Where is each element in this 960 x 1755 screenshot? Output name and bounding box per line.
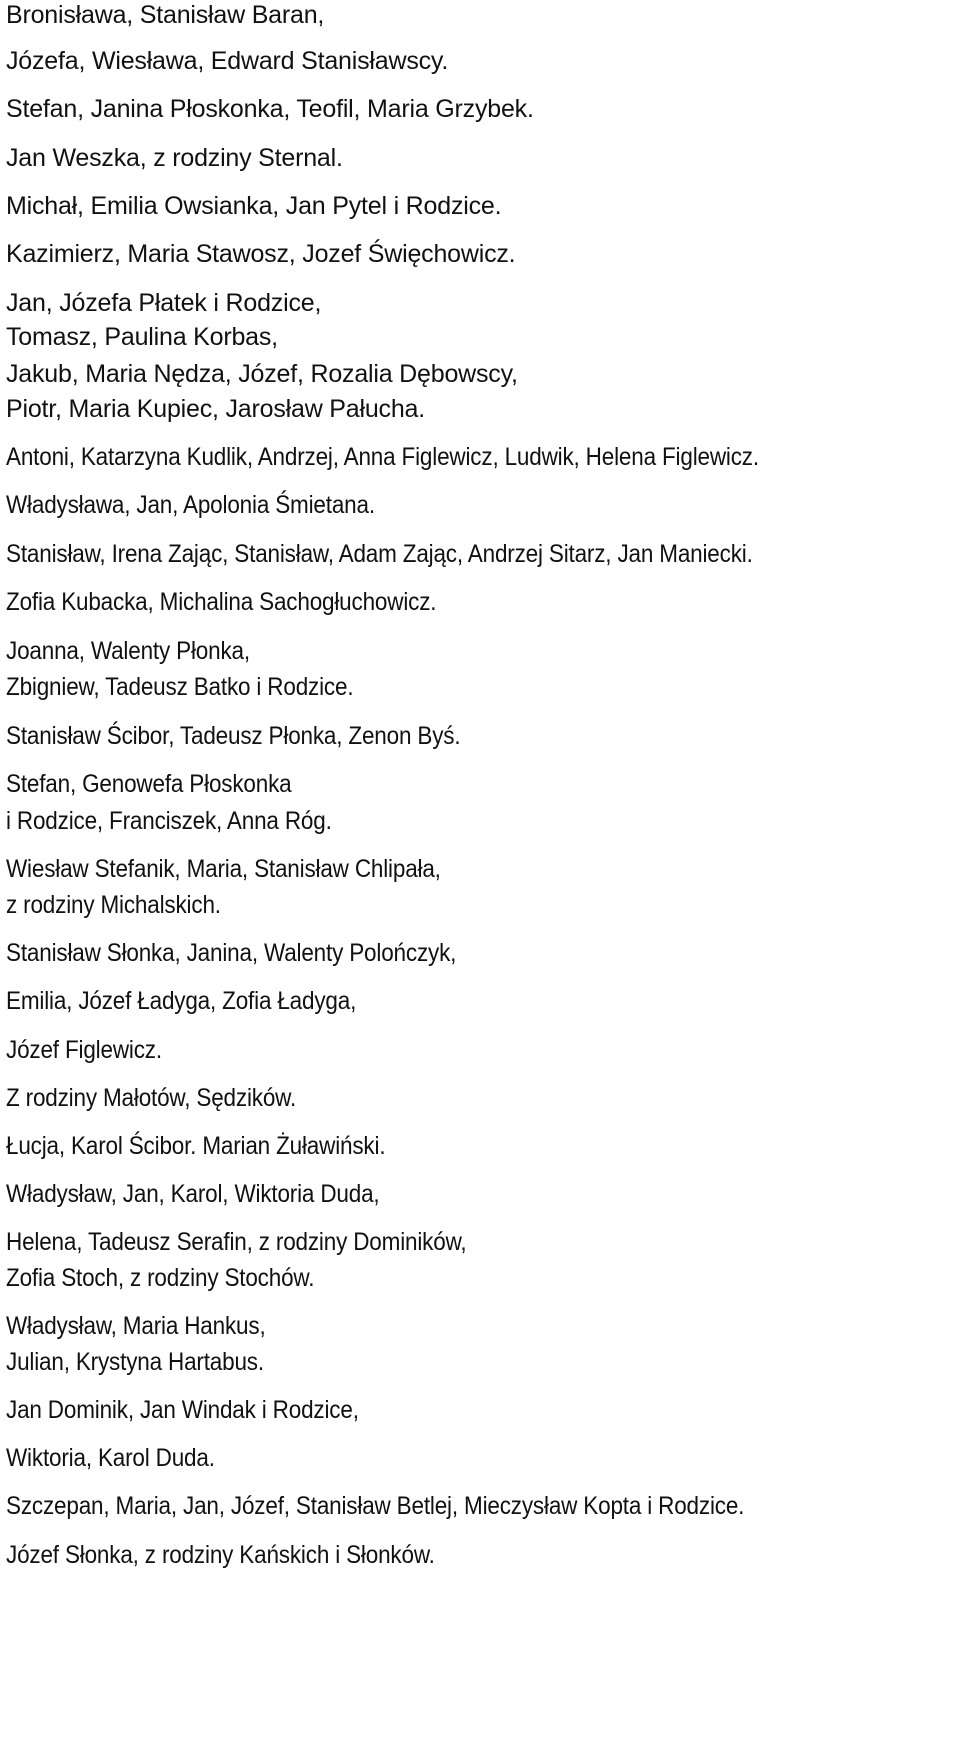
text-line: Jan Dominik, Jan Windak i Rodzice, bbox=[6, 1396, 359, 1424]
text-line: Stanisław Słonka, Janina, Walenty Polończyk, bbox=[6, 939, 457, 967]
text-line: Józef Figlewicz. bbox=[6, 1036, 162, 1064]
text-line: Łucja, Karol Ścibor. Marian Żuławiński. bbox=[6, 1132, 386, 1160]
text-line: Władysław, Maria Hankus, bbox=[6, 1312, 266, 1340]
text-line: Szczepan, Maria, Jan, Józef, Stanisław Betlej, Mieczysław Kopta i Rodzice. bbox=[6, 1492, 745, 1520]
text-line: Emilia, Józef Ładyga, Zofia Ładyga, bbox=[6, 987, 357, 1015]
text-line: Stefan, Genowefa Płoskonka bbox=[6, 770, 292, 798]
text-line: Zofia Stoch, z rodziny Stochów. bbox=[6, 1264, 315, 1292]
text-line: Helena, Tadeusz Serafin, z rodziny Dominików, bbox=[6, 1228, 467, 1256]
text-line: Władysław, Jan, Karol, Wiktoria Duda, bbox=[6, 1180, 380, 1208]
text-line: i Rodzice, Franciszek, Anna Róg. bbox=[6, 807, 332, 835]
text-line: Zofia Kubacka, Michalina Sachogłuchowicz. bbox=[6, 588, 437, 616]
text-line: Wiesław Stefanik, Maria, Stanisław Chlipała, bbox=[6, 855, 441, 883]
text-line: Piotr, Maria Kupiec, Jarosław Pałucha. bbox=[6, 395, 425, 423]
text-line: Bronisława, Stanisław Baran, bbox=[6, 1, 325, 29]
text-line: Stanisław, Irena Zając, Stanisław, Adam Zając, Andrzej Sitarz, Jan Maniecki. bbox=[6, 540, 753, 568]
text-line: Tomasz, Paulina Korbas, bbox=[6, 323, 278, 351]
text-line: Julian, Krystyna Hartabus. bbox=[6, 1348, 264, 1376]
text-line: Józefa, Wiesława, Edward Stanisławscy. bbox=[6, 47, 449, 75]
text-line: Michał, Emilia Owsianka, Jan Pytel i Rodzice. bbox=[6, 192, 502, 220]
text-line: Stefan, Janina Płoskonka, Teofil, Maria Grzybek. bbox=[6, 95, 534, 123]
text-line: Jakub, Maria Nędza, Józef, Rozalia Dębowscy, bbox=[6, 360, 518, 388]
text-line: Józef Słonka, z rodziny Kańskich i Słonków. bbox=[6, 1541, 435, 1569]
text-line: Z rodziny Małotów, Sędzików. bbox=[6, 1084, 297, 1112]
text-line: Stanisław Ścibor, Tadeusz Płonka, Zenon Byś. bbox=[6, 722, 461, 750]
text-line: Jan, Józefa Płatek i Rodzice, bbox=[6, 289, 322, 317]
text-line: Joanna, Walenty Płonka, bbox=[6, 637, 250, 665]
text-line: Wiktoria, Karol Duda. bbox=[6, 1444, 215, 1472]
text-line: Władysława, Jan, Apolonia Śmietana. bbox=[6, 491, 375, 519]
text-line: Kazimierz, Maria Stawosz, Jozef Święchowicz. bbox=[6, 240, 516, 268]
text-line: Antoni, Katarzyna Kudlik, Andrzej, Anna Figlewicz, Ludwik, Helena Figlewicz. bbox=[6, 443, 759, 471]
text-line: z rodziny Michalskich. bbox=[6, 891, 221, 919]
text-line: Jan Weszka, z rodziny Sternal. bbox=[6, 144, 343, 172]
text-line: Zbigniew, Tadeusz Batko i Rodzice. bbox=[6, 673, 354, 701]
